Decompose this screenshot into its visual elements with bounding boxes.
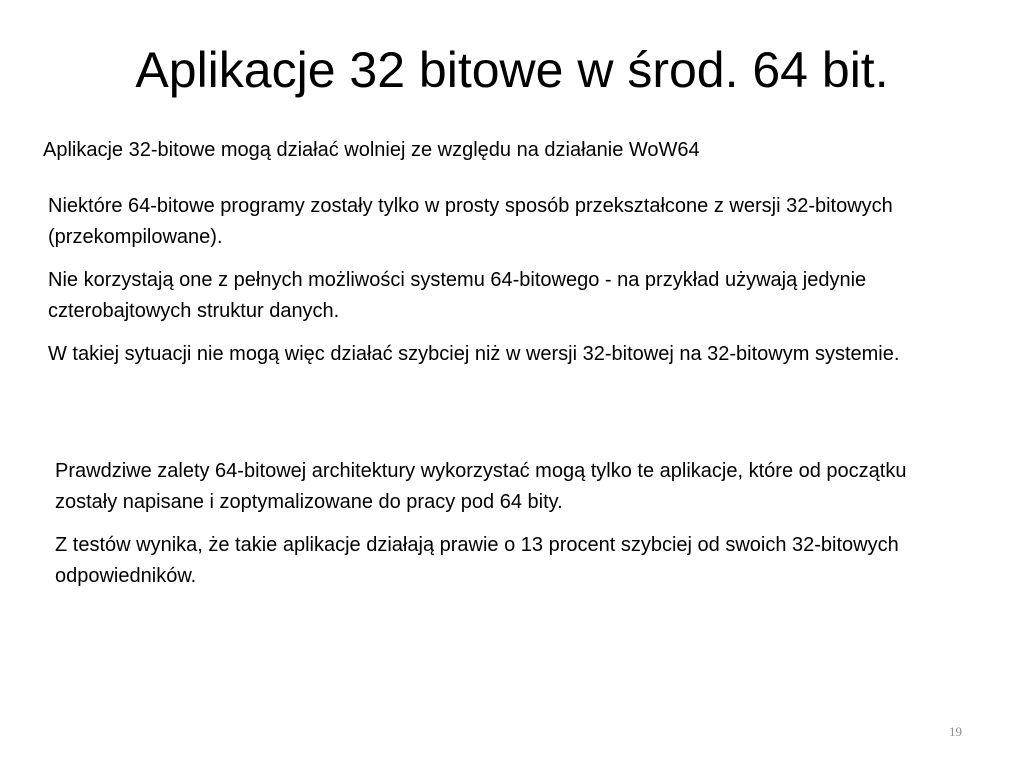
paragraph: Nie korzystają one z pełnych możliwości systemu 64-bitowego - na przykład używają jedynie czterobajtowych struktur danych. [48, 269, 867, 322]
paragraph: Niektóre 64-bitowe programy zostały tylko w prosty sposób przekształcone z wersji 32-bitowych (przekompilowane). [48, 195, 893, 248]
paragraph: Prawdziwe zalety 64-bitowej architektury wykorzystać mogą tylko te aplikacje, które od początku zostały napisane i zoptymalizowane do pracy pod 64 bity. [55, 460, 907, 513]
paragraph-group-2 [55, 456, 935, 604]
lead-text: Aplikacje 32-bitowe mogą działać wolniej ze względu na działanie WoW64 [43, 139, 700, 161]
paragraph: Z testów wynika, że takie aplikacje działają prawie o 13 procent szybciej od swoich 32-bitowych odpowiedników. [55, 534, 899, 587]
paragraph: W takiej sytuacji nie mogą więc działać szybciej niż w wersji 32-bitowej na 32-bitowym systemie. [48, 343, 900, 365]
slide-title: Aplikacje 32 bitowe w środ. 64 bit. [135, 42, 889, 98]
paragraph-group-1 [48, 191, 948, 382]
page-number: 19 [949, 724, 962, 739]
